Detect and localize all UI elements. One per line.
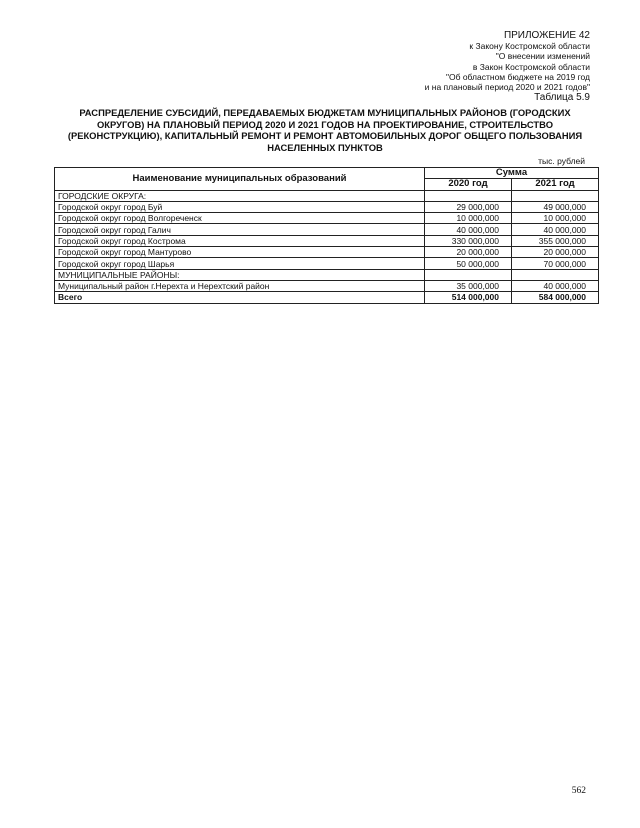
header-sum: Сумма — [425, 168, 599, 179]
row-2020 — [425, 190, 512, 201]
table-total-row — [55, 292, 599, 303]
table-row — [55, 247, 599, 258]
table-number: Таблица 5.9 — [534, 92, 590, 104]
table-row — [55, 213, 599, 224]
row-2020: 29 000,000 — [425, 201, 512, 212]
page-number: 562 — [571, 786, 586, 796]
row-2020: 40 000,000 — [425, 224, 512, 235]
total-2020: 514 000,000 — [425, 292, 512, 303]
total-2021: 584 000,000 — [512, 292, 599, 303]
unit-note: тыс. рублей — [538, 156, 585, 166]
row-2021: 10 000,000 — [512, 213, 599, 224]
row-2021 — [512, 269, 599, 280]
row-2021: 40 000,000 — [512, 224, 599, 235]
appendix-title: ПРИЛОЖЕНИЕ 42 — [503, 30, 590, 41]
row-2020: 35 000,000 — [425, 280, 512, 291]
appendix-header — [290, 30, 590, 104]
row-name: Городской округ город Галич — [55, 224, 425, 235]
appendix-line: в Закон Костромской области — [472, 61, 590, 72]
document-title-line: ОКРУГОВ) НА ПЛАНОВЫЙ ПЕРИОД 2020 И 2021 ГОДОВ НА ПРОЕКТИРОВАНИЕ, СТРОИТЕЛЬСТВО — [97, 118, 553, 130]
table-row — [55, 201, 599, 212]
table-row — [55, 235, 599, 246]
row-2020: 10 000,000 — [425, 213, 512, 224]
row-name: ГОРОДСКИЕ ОКРУГА: — [55, 190, 425, 201]
table-header-row — [55, 168, 599, 179]
document-title-line: РАСПРЕДЕЛЕНИЕ СУБСИДИЙ, ПЕРЕДАВАЕМЫХ БЮДЖЕТАМ МУНИЦИПАЛЬНЫХ РАЙОНОВ (ГОРОДСКИХ — [79, 107, 571, 118]
header-name: Наименование муниципальных образований — [55, 168, 425, 191]
document-title-line: (РЕКОНСТРУКЦИЮ), КАПИТАЛЬНЫЙ РЕМОНТ И РЕМОНТ АВТОМОБИЛЬНЫХ ДОРОГ ОБЩЕГО ПОЛЬЗОВАНИЯ — [67, 130, 583, 142]
table-row — [55, 224, 599, 235]
row-2021: 70 000,000 — [512, 258, 599, 269]
row-name: Городской округ город Мантурово — [55, 247, 425, 258]
document-title-line: НАСЕЛЕННЫХ ПУНКТОВ — [267, 141, 383, 153]
row-2021: 355 000,000 — [512, 235, 599, 246]
row-2020 — [425, 269, 512, 280]
row-2020: 20 000,000 — [425, 247, 512, 258]
appendix-line: и на плановый период 2020 и 2021 годов" — [424, 82, 590, 93]
row-name: Городской округ город Волгореченск — [55, 213, 425, 224]
row-2021: 20 000,000 — [512, 247, 599, 258]
row-2021 — [512, 190, 599, 201]
row-name: Муниципальный район г.Нерехта и Нерехтский район — [55, 280, 425, 291]
subsidy-table — [54, 167, 599, 304]
row-name: Городской округ город Кострома — [55, 235, 425, 246]
table-row — [55, 258, 599, 269]
table-row — [55, 280, 599, 291]
appendix-line: "Об областном бюджете на 2019 год — [445, 71, 590, 82]
row-name: Городской округ город Буй — [55, 201, 425, 212]
row-2020: 330 000,000 — [425, 235, 512, 246]
row-name: МУНИЦИПАЛЬНЫЕ РАЙОНЫ: — [55, 269, 425, 280]
row-2021: 40 000,000 — [512, 280, 599, 291]
total-name: Всего — [55, 292, 425, 303]
table-row — [55, 190, 599, 201]
appendix-line: "О внесении изменений — [495, 51, 590, 62]
table-row — [55, 269, 599, 280]
header-year-2021: 2021 год — [512, 179, 599, 190]
appendix-line: к Закону Костромской области — [469, 41, 590, 51]
document-title — [60, 107, 590, 153]
row-name: Городской округ город Шарья — [55, 258, 425, 269]
row-2021: 49 000,000 — [512, 201, 599, 212]
row-2020: 50 000,000 — [425, 258, 512, 269]
header-year-2020: 2020 год — [425, 179, 512, 190]
